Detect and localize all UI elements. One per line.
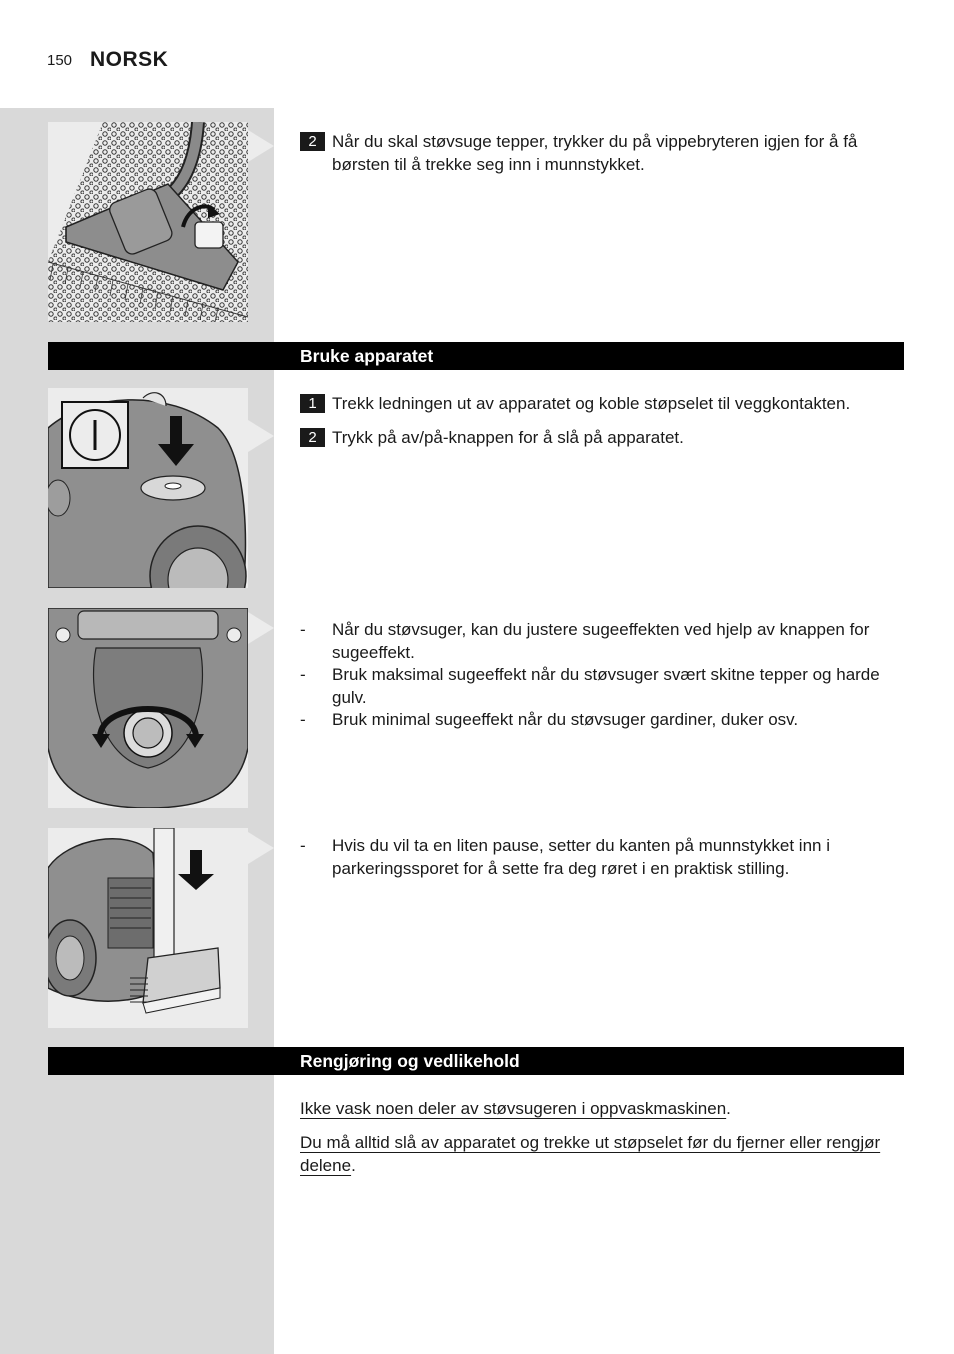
- step-plug-in: [300, 392, 905, 415]
- pause-tips-list: [300, 835, 905, 880]
- parking-position-illustration: [48, 828, 248, 1028]
- list-item: - Når du støvsuger, kan du justere sugeeffekten ved hjelp av knappen for sugeeffekt.: [300, 620, 870, 662]
- suction-control-illustration: [48, 608, 248, 808]
- warning-unplug: Du må alltid slå av apparatet og trekke ut støpselet før du fjerner eller rengjør delene.: [300, 1133, 881, 1175]
- step-text: Trekk ledningen ut av apparatet og koble støpselet til veggkontakten.: [332, 394, 851, 413]
- pointer-notch: [248, 612, 274, 644]
- step-number: 2: [300, 428, 325, 447]
- step-number: 2: [300, 132, 325, 151]
- step-text: Trykk på av/på-knappen for å slå på apparatet.: [332, 428, 684, 447]
- step-text: Når du skal støvsuge tepper, trykker du på vippebryteren igjen for å få børsten til å trekke seg inn i munnstykket.: [332, 132, 858, 174]
- carpet-nozzle-illustration: [48, 122, 248, 322]
- section-heading-bar: [48, 1047, 904, 1075]
- section-title: Bruke apparatet: [300, 346, 434, 366]
- suction-tips-list: [300, 619, 905, 732]
- list-item: - Bruk minimal sugeeffekt når du støvsuger gardiner, duker osv.: [300, 710, 799, 729]
- language-heading: NORSK: [90, 48, 169, 71]
- step-number: 1: [300, 394, 325, 413]
- power-button-illustration: [48, 388, 248, 588]
- pointer-notch: [248, 420, 274, 452]
- warning-dishwasher: Ikke vask noen deler av støvsugeren i oppvaskmaskinen.: [300, 1099, 731, 1118]
- list-item: - Bruk maksimal sugeeffekt når du støvsuger svært skitne tepper og harde gulv.: [300, 665, 880, 707]
- page-number: 150: [47, 52, 73, 69]
- list-item: - Hvis du vil ta en liten pause, setter du kanten på munnstykket inn i parkeringssporet for å sette fra deg røret i en praktisk stilling.: [300, 836, 830, 878]
- pointer-notch: [248, 130, 274, 162]
- pointer-notch: [248, 832, 274, 864]
- step-carpet: [300, 130, 905, 176]
- section-title: Rengjøring og vedlikehold: [300, 1051, 520, 1071]
- section-heading-bar: [48, 342, 904, 370]
- step-switch-on: [300, 426, 905, 449]
